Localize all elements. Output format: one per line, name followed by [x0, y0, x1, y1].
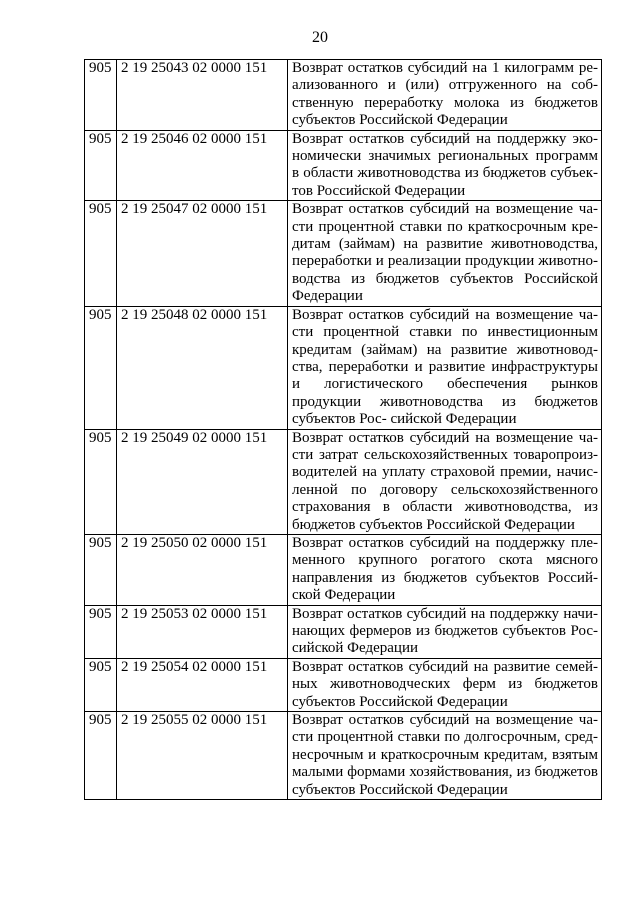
description-cell: [288, 60, 602, 131]
budget-codes-table: [84, 59, 602, 800]
table-row: [85, 201, 602, 306]
description-line: бюджетов субъектов Российской Федерации: [292, 516, 575, 533]
description-line: водителей на уплату страховой премии, начис-: [292, 464, 598, 481]
description-line: Возврат остатков субсидий на 1 килограмм ре-: [292, 60, 598, 76]
description-line: сти процентной ставки по долгосрочным, сред-: [292, 729, 598, 746]
table-row: [85, 605, 602, 658]
table-row: [85, 534, 602, 605]
description-line: сти затрат сельскохозяйственных товаропроиз-: [292, 446, 598, 463]
description-cell: [288, 201, 602, 306]
description-cell: [288, 534, 602, 605]
description-line: ской Федерации: [292, 587, 396, 604]
description-line: сийской Федерации: [390, 411, 517, 428]
description-line: ных животноводческих ферм из бюджетов: [292, 676, 598, 693]
description-line: малыми формами хозяйствования, из бюджетов: [292, 764, 598, 781]
budget-code-cell: 2 19 25043 02 0000 151: [117, 60, 288, 131]
table-body: [85, 60, 602, 800]
admin-code-cell: 905: [85, 712, 117, 800]
table-row: [85, 429, 602, 534]
description-line: ства, переработки и развитие инфраструктуры и: [292, 358, 598, 393]
budget-code-cell: 2 19 25047 02 0000 151: [117, 201, 288, 306]
budget-code-cell: 2 19 25049 02 0000 151: [117, 429, 288, 534]
description-line: несрочным и краткосрочным кредитам, взятым: [292, 746, 598, 763]
description-cell: [288, 130, 602, 201]
description-line: сти процентной ставки по инвестиционным: [292, 324, 598, 341]
description-line: логистического обеспечения рынков продукции: [292, 376, 599, 410]
description-line: номически значимых региональных программ в: [292, 148, 598, 182]
description-line: направления из бюджетов субъектов Россий-: [292, 569, 598, 586]
description-line: кредитам (займам) на развитие животновод-: [292, 341, 598, 358]
admin-code-cell: 905: [85, 60, 117, 131]
description-line: Возврат остатков субсидий на возмещение ча-: [292, 429, 598, 446]
budget-code-cell: 2 19 25048 02 0000 151: [117, 306, 288, 429]
description-line: субъектов Российской Федерации: [292, 112, 508, 129]
admin-code-cell: 905: [85, 130, 117, 201]
table-row: [85, 306, 602, 429]
description-line: менного крупного рогатого скота мясного: [292, 552, 598, 569]
description-line: Возврат остатков субсидий на возмещение ча-: [292, 712, 598, 729]
description-cell: [288, 712, 602, 800]
description-line: Возврат остатков субсидий на поддержку пле-: [292, 534, 598, 551]
admin-code-cell: 905: [85, 201, 117, 306]
page-number: 20: [312, 29, 328, 46]
description-line: сти процентной ставки по краткосрочным кре-: [292, 218, 598, 235]
admin-code-cell: 905: [85, 605, 117, 658]
description-line: Федерации: [292, 288, 363, 305]
description-line: нающих фермеров из бюджетов субъектов Рос-: [292, 623, 598, 639]
table-row: [85, 60, 602, 131]
admin-code-cell: 905: [85, 658, 117, 711]
description-line: животноводства из бюджетов субъектов Рос-: [292, 393, 599, 428]
description-line: Возврат остатков субсидий на поддержку эко-: [292, 130, 598, 147]
description-line: субъектов Российской Федерации: [292, 693, 508, 710]
budget-code-cell: 2 19 25046 02 0000 151: [117, 130, 288, 201]
budget-code-cell: 2 19 25055 02 0000 151: [117, 712, 288, 800]
table-row: [85, 130, 602, 201]
budget-code-cell: 2 19 25053 02 0000 151: [117, 605, 288, 658]
description-cell: [288, 605, 602, 658]
budget-code-cell: 2 19 25054 02 0000 151: [117, 658, 288, 711]
description-line: дитам (займам) на развитие животноводства,: [292, 236, 598, 253]
description-line: переработки и реализации продукции животно-: [292, 253, 598, 270]
description-line: Возврат остатков субсидий на возмещение ча-: [292, 201, 598, 218]
admin-code-cell: 905: [85, 534, 117, 605]
description-line: страхования в области животноводства, из: [292, 499, 598, 516]
budget-code-cell: 2 19 25050 02 0000 151: [117, 534, 288, 605]
description-cell: [288, 429, 602, 534]
description-line: Возврат остатков субсидий на возмещение ча-: [292, 306, 598, 323]
admin-code-cell: 905: [85, 306, 117, 429]
table-row: [85, 712, 602, 800]
description-line: водства из бюджетов субъектов Российской: [292, 270, 598, 287]
description-cell: [288, 306, 602, 429]
description-line: области животноводства из бюджетов субъек-: [303, 165, 598, 182]
description-line: сийской Федерации: [292, 640, 419, 657]
description-cell: [288, 658, 602, 711]
description-line: Возврат остатков субсидий на развитие семей-: [292, 658, 598, 675]
description-line: ализованного и (или) отгруженного на соб-: [292, 77, 598, 94]
table-row: [85, 658, 602, 711]
description-line: тов Российской Федерации: [292, 182, 466, 199]
admin-code-cell: 905: [85, 429, 117, 534]
description-line: Возврат остатков субсидий на поддержку начи-: [292, 605, 598, 622]
description-line: субъектов Российской Федерации: [292, 781, 508, 798]
description-line: ственную переработку молока из бюджетов: [292, 94, 598, 111]
description-line: ленной по договору сельскохозяйственного: [292, 481, 598, 498]
